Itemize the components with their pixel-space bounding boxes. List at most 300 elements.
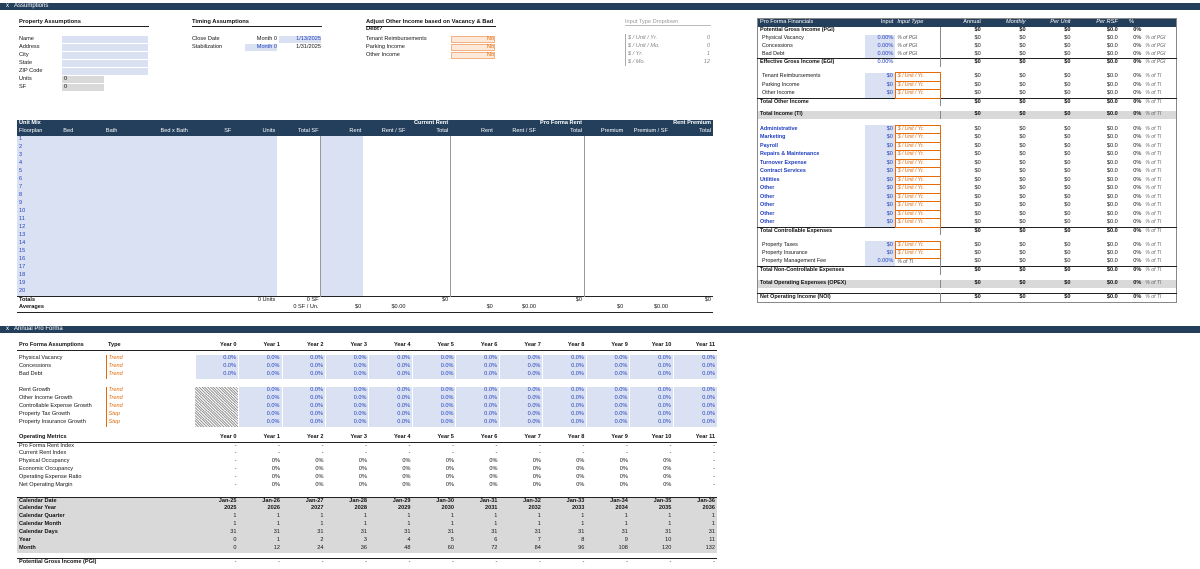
unit-mix-cell[interactable] [321, 272, 364, 280]
rate-input[interactable]: 0.0% [586, 371, 629, 379]
unit-mix-cell[interactable] [321, 264, 364, 272]
pff-input-type[interactable]: % of PGI [897, 34, 918, 41]
pff-input-type[interactable]: $ / Unit / Yr. [895, 90, 940, 99]
property-city-input[interactable] [62, 52, 148, 59]
unit-mix-cell[interactable] [104, 256, 148, 264]
trend-type-input[interactable]: Step [106, 419, 195, 427]
pff-input[interactable]: $0 [865, 142, 896, 151]
unit-mix-cell[interactable] [147, 184, 189, 192]
pff-input-type[interactable]: $ / Unit / Yr. [895, 168, 940, 177]
unit-mix-cell[interactable] [321, 168, 364, 176]
growth-input[interactable]: 0.0% [586, 419, 629, 427]
unit-mix-cell[interactable] [190, 136, 233, 144]
annual-section-bar[interactable] [0, 326, 1200, 333]
pff-input[interactable]: $0 [865, 185, 896, 194]
growth-input[interactable]: 0.0% [456, 387, 499, 395]
row-label: Pro Forma Rent Index [19, 442, 75, 449]
unit-mix-cell[interactable] [147, 264, 189, 272]
unit-mix-cell[interactable] [104, 272, 148, 280]
pff-input-type[interactable]: $ / Unit / Yr. [895, 142, 940, 151]
rate-input[interactable]: 0.0% [630, 371, 673, 379]
growth-input[interactable]: 0.0% [630, 403, 673, 411]
growth-input[interactable]: 0.0% [282, 387, 325, 395]
floorplan-cell[interactable]: 18 [17, 272, 61, 280]
unit-mix-cell[interactable] [104, 184, 148, 192]
rate-input[interactable]: 0.0% [369, 371, 412, 379]
growth-input[interactable]: 0.0% [369, 395, 412, 403]
rate-input[interactable]: 0.0% [586, 363, 629, 371]
unit-mix-cell[interactable] [233, 272, 277, 280]
unit-mix-cell[interactable] [190, 280, 233, 288]
unit-mix-cell[interactable] [233, 240, 277, 248]
unit-mix-cell[interactable] [104, 144, 148, 152]
unit-mix-cell[interactable] [147, 176, 189, 184]
growth-input[interactable]: 0.0% [630, 395, 673, 403]
rate-input[interactable]: 0.0% [499, 355, 542, 363]
growth-input[interactable]: 0.0% [543, 419, 586, 427]
rate-input[interactable]: 0.0% [325, 355, 368, 363]
growth-input[interactable]: 0.0% [239, 403, 282, 411]
unit-mix-cell[interactable] [190, 176, 233, 184]
unit-mix-cell[interactable] [61, 168, 104, 176]
property-address-input[interactable] [62, 44, 148, 51]
pff-input-type[interactable]: $ / Unit / Yr. [895, 134, 940, 143]
unit-mix-cell[interactable] [190, 168, 233, 176]
unit-mix-cell[interactable] [190, 272, 233, 280]
floorplan-cell[interactable]: 9 [17, 200, 61, 208]
pff-input[interactable]: $0 [865, 219, 896, 228]
unit-mix-cell[interactable] [233, 248, 277, 256]
growth-input[interactable]: 0.0% [630, 387, 673, 395]
unit-mix-cell[interactable] [61, 280, 104, 288]
unit-mix-cell[interactable] [321, 192, 364, 200]
floorplan-cell[interactable]: 1 [17, 136, 61, 144]
pff-input-type[interactable]: $ / Unit / Yr. [895, 241, 940, 250]
pff-input[interactable]: $0 [865, 176, 896, 185]
floorplan-cell[interactable]: 8 [17, 192, 61, 200]
pff-input-type[interactable]: $ / Unit / Yr. [895, 219, 940, 228]
rate-input[interactable]: 0.0% [195, 371, 238, 379]
current-rent-header: Current Rent [407, 120, 450, 128]
pff-input-type[interactable]: $ / Unit / Yr. [895, 151, 940, 160]
calendar-row [17, 537, 717, 545]
rate-input[interactable]: 0.0% [412, 371, 455, 379]
floorplan-cell[interactable]: 2 [17, 144, 61, 152]
trend-type-input[interactable]: Trend [106, 403, 195, 411]
unit-mix-cell[interactable] [147, 248, 189, 256]
rate-input[interactable]: 0.0% [543, 355, 586, 363]
growth-input[interactable]: 0.0% [673, 419, 717, 427]
growth-input[interactable]: 0.0% [586, 395, 629, 403]
floorplan-cell[interactable]: 20 [17, 288, 61, 296]
collapse-toggle[interactable]: x [6, 326, 9, 332]
unit-mix-cell[interactable] [104, 208, 148, 216]
unit-mix-cell[interactable] [233, 192, 277, 200]
growth-input[interactable]: 0.0% [239, 387, 282, 395]
unit-mix-cell[interactable] [61, 136, 104, 144]
unit-mix-cell[interactable] [321, 184, 364, 192]
rate-input[interactable]: 0.0% [630, 363, 673, 371]
rate-input[interactable]: 0.0% [630, 355, 673, 363]
rate-input[interactable]: 0.0% [586, 355, 629, 363]
unit-mix-cell[interactable] [190, 216, 233, 224]
trend-type-input[interactable]: Trend [106, 363, 195, 371]
unit-mix-cell[interactable] [61, 264, 104, 272]
growth-input[interactable]: 0.0% [630, 411, 673, 419]
growth-input[interactable]: 0.0% [499, 387, 542, 395]
unit-mix-cell[interactable] [190, 200, 233, 208]
pff-input[interactable]: $0 [865, 250, 896, 259]
rate-input[interactable]: 0.0% [412, 355, 455, 363]
pff-input[interactable]: 0.00% [865, 43, 896, 51]
pff-input[interactable]: $0 [865, 125, 896, 134]
floorplan-cell[interactable]: 3 [17, 152, 61, 160]
unit-mix-cell[interactable] [190, 192, 233, 200]
floorplan-cell[interactable]: 10 [17, 208, 61, 216]
pff-input[interactable]: $0 [865, 168, 896, 177]
stabilization-month-input[interactable]: Month 0 [256, 44, 277, 50]
growth-input[interactable]: 0.0% [282, 419, 325, 427]
growth-input[interactable]: 0.0% [239, 419, 282, 427]
growth-input[interactable]: 0.0% [456, 403, 499, 411]
growth-input[interactable]: 0.0% [456, 411, 499, 419]
unit-mix-cell[interactable] [104, 192, 148, 200]
unit-mix-cell[interactable] [104, 200, 148, 208]
unit-mix-cell[interactable] [61, 272, 104, 280]
rate-input[interactable]: 0.0% [673, 363, 717, 371]
pff-input[interactable]: $0 [865, 90, 896, 99]
unit-mix-cell[interactable] [104, 224, 148, 232]
rate-input[interactable]: 0.0% [282, 355, 325, 363]
unit-mix-cell[interactable] [147, 272, 189, 280]
unit-mix-cell[interactable] [147, 224, 189, 232]
unit-mix-cell[interactable] [190, 208, 233, 216]
unit-mix-cell[interactable] [104, 136, 148, 144]
unit-mix-cell[interactable] [321, 136, 364, 144]
unit-mix-cell[interactable] [190, 144, 233, 152]
growth-input[interactable]: 0.0% [412, 387, 455, 395]
floorplan-cell[interactable]: 15 [17, 248, 61, 256]
pff-input[interactable]: $0 [865, 202, 896, 211]
rate-input[interactable]: 0.0% [673, 355, 717, 363]
rate-input[interactable]: 0.0% [195, 363, 238, 371]
growth-input[interactable]: 0.0% [325, 403, 368, 411]
pff-input-type[interactable]: $ / Unit / Yr. [895, 193, 940, 202]
trend-type-input[interactable]: Step [106, 411, 195, 419]
unit-mix-cell[interactable] [147, 152, 189, 160]
floorplan-cell[interactable]: 12 [17, 224, 61, 232]
floorplan-cell[interactable]: 14 [17, 240, 61, 248]
growth-input[interactable]: 0.0% [282, 403, 325, 411]
trend-type-input[interactable]: Trend [106, 395, 195, 403]
unit-mix-cell[interactable] [104, 232, 148, 240]
unit-mix-cell[interactable] [61, 200, 104, 208]
property-zip-code-input[interactable] [62, 68, 148, 75]
growth-input[interactable]: 0.0% [239, 395, 282, 403]
unit-mix-cell[interactable] [147, 144, 189, 152]
rate-input[interactable]: 0.0% [282, 371, 325, 379]
growth-input[interactable]: 0.0% [412, 395, 455, 403]
unit-mix-cell[interactable] [233, 144, 277, 152]
pff-input-type[interactable]: % of PGI [897, 50, 918, 57]
rate-input[interactable]: 0.0% [499, 371, 542, 379]
unit-mix-cell[interactable] [147, 256, 189, 264]
unit-mix-cell[interactable] [61, 232, 104, 240]
rate-input[interactable]: 0.0% [412, 363, 455, 371]
unit-mix-cell[interactable] [190, 288, 233, 296]
rate-input[interactable]: 0.0% [239, 363, 282, 371]
unit-mix-cell[interactable] [104, 280, 148, 288]
rate-input[interactable]: 0.0% [239, 371, 282, 379]
unit-mix-cell[interactable] [61, 240, 104, 248]
pff-input-type[interactable]: $ / Unit / Yr. [895, 210, 940, 219]
rate-input[interactable]: 0.0% [195, 355, 238, 363]
unit-mix-cell[interactable] [321, 280, 364, 288]
floorplan-cell[interactable]: 16 [17, 256, 61, 264]
growth-input[interactable]: 0.0% [499, 419, 542, 427]
growth-input[interactable]: 0.0% [673, 387, 717, 395]
growth-input[interactable]: 0.0% [282, 411, 325, 419]
pff-input[interactable]: $0 [865, 210, 896, 219]
assumptions-section-bar[interactable] [0, 3, 1200, 10]
unit-mix-cell[interactable] [233, 264, 277, 272]
floorplan-cell[interactable]: 13 [17, 232, 61, 240]
trend-type-input[interactable]: Trend [106, 371, 195, 379]
unit-mix-cell[interactable] [233, 208, 277, 216]
unit-mix-cell[interactable] [104, 288, 148, 296]
unit-mix-cell[interactable] [233, 168, 277, 176]
growth-input[interactable]: 0.0% [673, 403, 717, 411]
growth-input[interactable]: 0.0% [456, 395, 499, 403]
rate-input[interactable]: 0.0% [543, 371, 586, 379]
unit-mix-cell[interactable] [190, 160, 233, 168]
growth-input[interactable]: 0.0% [369, 403, 412, 411]
pff-input-type[interactable]: % of PGI [897, 42, 918, 49]
unit-mix-cell[interactable] [61, 248, 104, 256]
unit-mix-cell[interactable] [147, 192, 189, 200]
pff-input-type[interactable]: % of TI [897, 258, 914, 265]
unit-mix-cell[interactable] [190, 264, 233, 272]
unit-mix-cell[interactable] [147, 240, 189, 248]
growth-input[interactable]: 0.0% [369, 419, 412, 427]
growth-input[interactable]: 0.0% [543, 403, 586, 411]
unit-mix-cell[interactable] [233, 152, 277, 160]
unit-mix-cell[interactable] [104, 152, 148, 160]
unit-mix-cell[interactable] [61, 176, 104, 184]
unit-mix-cell[interactable] [104, 168, 148, 176]
unit-mix-cell[interactable] [190, 184, 233, 192]
unit-mix-cell[interactable] [321, 240, 364, 248]
growth-input[interactable]: 0.0% [412, 403, 455, 411]
pff-input[interactable]: $0 [865, 73, 896, 82]
pff-input[interactable]: $0 [865, 241, 896, 250]
rate-input[interactable]: 0.0% [673, 371, 717, 379]
rate-input[interactable]: 0.0% [282, 363, 325, 371]
floorplan-cell[interactable]: 5 [17, 168, 61, 176]
unit-mix-cell[interactable] [321, 160, 364, 168]
unit-mix-cell[interactable] [233, 200, 277, 208]
pff-input-type[interactable]: $ / Unit / Yr. [895, 73, 940, 82]
floorplan-cell[interactable]: 11 [17, 216, 61, 224]
pff-input[interactable]: 0.00% [865, 51, 896, 59]
unit-mix-cell[interactable] [147, 160, 189, 168]
unit-mix-cell[interactable] [321, 232, 364, 240]
unit-mix-cell[interactable] [321, 216, 364, 224]
unit-mix-cell[interactable] [233, 160, 277, 168]
collapse-toggle[interactable]: x [6, 3, 9, 9]
unit-mix-cell[interactable] [61, 216, 104, 224]
growth-input[interactable]: 0.0% [499, 403, 542, 411]
unit-mix-cell[interactable] [147, 200, 189, 208]
unit-mix-cell[interactable] [190, 248, 233, 256]
unit-mix-cell[interactable] [61, 208, 104, 216]
unit-mix-cell[interactable] [104, 248, 148, 256]
unit-mix-cell[interactable] [233, 256, 277, 264]
unit-mix-cell[interactable] [233, 176, 277, 184]
pff-input-type[interactable]: $ / Unit / Yr. [895, 176, 940, 185]
unit-mix-cell[interactable] [233, 216, 277, 224]
unit-mix-cell[interactable] [321, 256, 364, 264]
growth-input[interactable]: 0.0% [369, 411, 412, 419]
unit-mix-cell[interactable] [61, 152, 104, 160]
unit-mix-cell[interactable] [321, 288, 364, 296]
unit-mix-cell[interactable] [104, 216, 148, 224]
unit-mix-cell[interactable] [61, 224, 104, 232]
unit-mix-cell[interactable] [233, 184, 277, 192]
growth-input[interactable]: 0.0% [543, 411, 586, 419]
unit-mix-cell[interactable] [321, 208, 364, 216]
rate-input[interactable]: 0.0% [499, 363, 542, 371]
pff-input[interactable]: $0 [865, 134, 896, 143]
pff-input-type[interactable]: $ / Unit / Yr. [895, 125, 940, 134]
pff-input-type[interactable]: $ / Unit / Yr. [895, 202, 940, 211]
unit-mix-cell[interactable] [61, 288, 104, 296]
pff-input-type[interactable]: $ / Unit / Yr. [895, 159, 940, 168]
rate-input[interactable]: 0.0% [239, 355, 282, 363]
unit-mix-cell[interactable] [233, 280, 277, 288]
unit-mix-cell[interactable] [190, 232, 233, 240]
unit-mix-cell[interactable] [233, 288, 277, 296]
adjust-toggle-input[interactable]: No [486, 44, 494, 50]
unit-mix-cell[interactable] [233, 224, 277, 232]
unit-mix-cell[interactable] [104, 240, 148, 248]
rate-input[interactable]: 0.0% [325, 363, 368, 371]
growth-input[interactable]: 0.0% [325, 411, 368, 419]
unit-mix-cell[interactable] [321, 176, 364, 184]
growth-input[interactable]: 0.0% [499, 395, 542, 403]
unit-mix-cell[interactable] [321, 152, 364, 160]
growth-input[interactable]: 0.0% [543, 395, 586, 403]
rate-input[interactable]: 0.0% [456, 371, 499, 379]
floorplan-cell[interactable]: 19 [17, 280, 61, 288]
unit-mix-cell[interactable] [61, 192, 104, 200]
close-date-input[interactable]: 1/13/2025 [296, 36, 321, 42]
unit-mix-cell[interactable] [104, 176, 148, 184]
growth-input[interactable]: 0.0% [499, 411, 542, 419]
pff-input[interactable]: $0 [865, 81, 896, 90]
rate-input[interactable]: 0.0% [456, 355, 499, 363]
floorplan-cell[interactable]: 7 [17, 184, 61, 192]
unit-mix-cell[interactable] [321, 248, 364, 256]
growth-input[interactable]: 0.0% [325, 387, 368, 395]
pff-input[interactable]: 0.00% [865, 258, 896, 267]
growth-input[interactable]: 0.0% [673, 395, 717, 403]
rate-input[interactable]: 0.0% [456, 363, 499, 371]
growth-input[interactable]: 0.0% [325, 419, 368, 427]
unit-mix-cell[interactable] [104, 264, 148, 272]
trend-type-input[interactable]: Trend [106, 355, 195, 363]
unit-mix-cell[interactable] [147, 208, 189, 216]
growth-input[interactable]: 0.0% [630, 419, 673, 427]
pff-input[interactable]: 0.00% [865, 35, 896, 43]
growth-input[interactable]: 0.0% [586, 411, 629, 419]
unit-mix-cell[interactable] [104, 160, 148, 168]
pff-input[interactable]: $0 [865, 193, 896, 202]
pff-input-type [895, 294, 940, 303]
unit-mix-cell[interactable] [61, 160, 104, 168]
unit-mix-cell[interactable] [190, 256, 233, 264]
growth-input[interactable]: 0.0% [282, 395, 325, 403]
growth-input[interactable]: 0.0% [543, 387, 586, 395]
unit-mix-cell[interactable] [190, 240, 233, 248]
unit-mix-cell[interactable] [147, 232, 189, 240]
pff-input-type[interactable]: $ / Unit / Yr. [895, 185, 940, 194]
unit-mix-cell[interactable] [147, 136, 189, 144]
pff-input-type[interactable]: $ / Unit / Yr. [895, 250, 940, 259]
adjust-toggle-input[interactable]: No [486, 36, 494, 42]
property-name-input[interactable] [62, 36, 148, 43]
growth-input[interactable]: 0.0% [586, 403, 629, 411]
growth-input[interactable]: 0.0% [412, 411, 455, 419]
unit-mix-cell[interactable] [61, 256, 104, 264]
growth-input[interactable]: 0.0% [673, 411, 717, 419]
growth-input[interactable]: 0.0% [412, 419, 455, 427]
unit-mix-cell[interactable] [321, 224, 364, 232]
property-state-input[interactable] [62, 60, 148, 67]
floorplan-cell[interactable]: 6 [17, 176, 61, 184]
rate-input[interactable]: 0.0% [369, 355, 412, 363]
growth-input[interactable]: 0.0% [325, 395, 368, 403]
growth-input[interactable]: 0.0% [369, 387, 412, 395]
pff-input-type[interactable]: $ / Unit / Yr. [895, 81, 940, 90]
growth-input[interactable]: 0.0% [239, 411, 282, 419]
unit-mix-cell[interactable] [147, 168, 189, 176]
adjust-toggle-input[interactable]: No [486, 52, 494, 58]
pff-input[interactable]: $0 [865, 159, 896, 168]
unit-mix-cell[interactable] [147, 216, 189, 224]
unit-mix-cell[interactable] [233, 136, 277, 144]
unit-mix-cell[interactable] [147, 280, 189, 288]
unit-mix-cell[interactable] [321, 144, 364, 152]
floorplan-cell[interactable]: 4 [17, 160, 61, 168]
growth-input[interactable]: 0.0% [586, 387, 629, 395]
trend-type-input[interactable]: Trend [106, 387, 195, 395]
pff-input[interactable]: $0 [865, 151, 896, 160]
unit-mix-cell[interactable] [147, 288, 189, 296]
floorplan-cell[interactable]: 17 [17, 264, 61, 272]
growth-input[interactable]: 0.0% [456, 419, 499, 427]
unit-mix-cell[interactable] [61, 184, 104, 192]
unit-mix-cell[interactable] [190, 224, 233, 232]
unit-mix-cell[interactable] [321, 200, 364, 208]
unit-mix-cell[interactable] [233, 232, 277, 240]
rate-input[interactable]: 0.0% [543, 363, 586, 371]
unit-mix-cell [625, 272, 670, 280]
unit-mix-cell[interactable] [190, 152, 233, 160]
unit-mix-cell[interactable] [61, 144, 104, 152]
rate-input[interactable]: 0.0% [325, 371, 368, 379]
rate-input[interactable]: 0.0% [369, 363, 412, 371]
